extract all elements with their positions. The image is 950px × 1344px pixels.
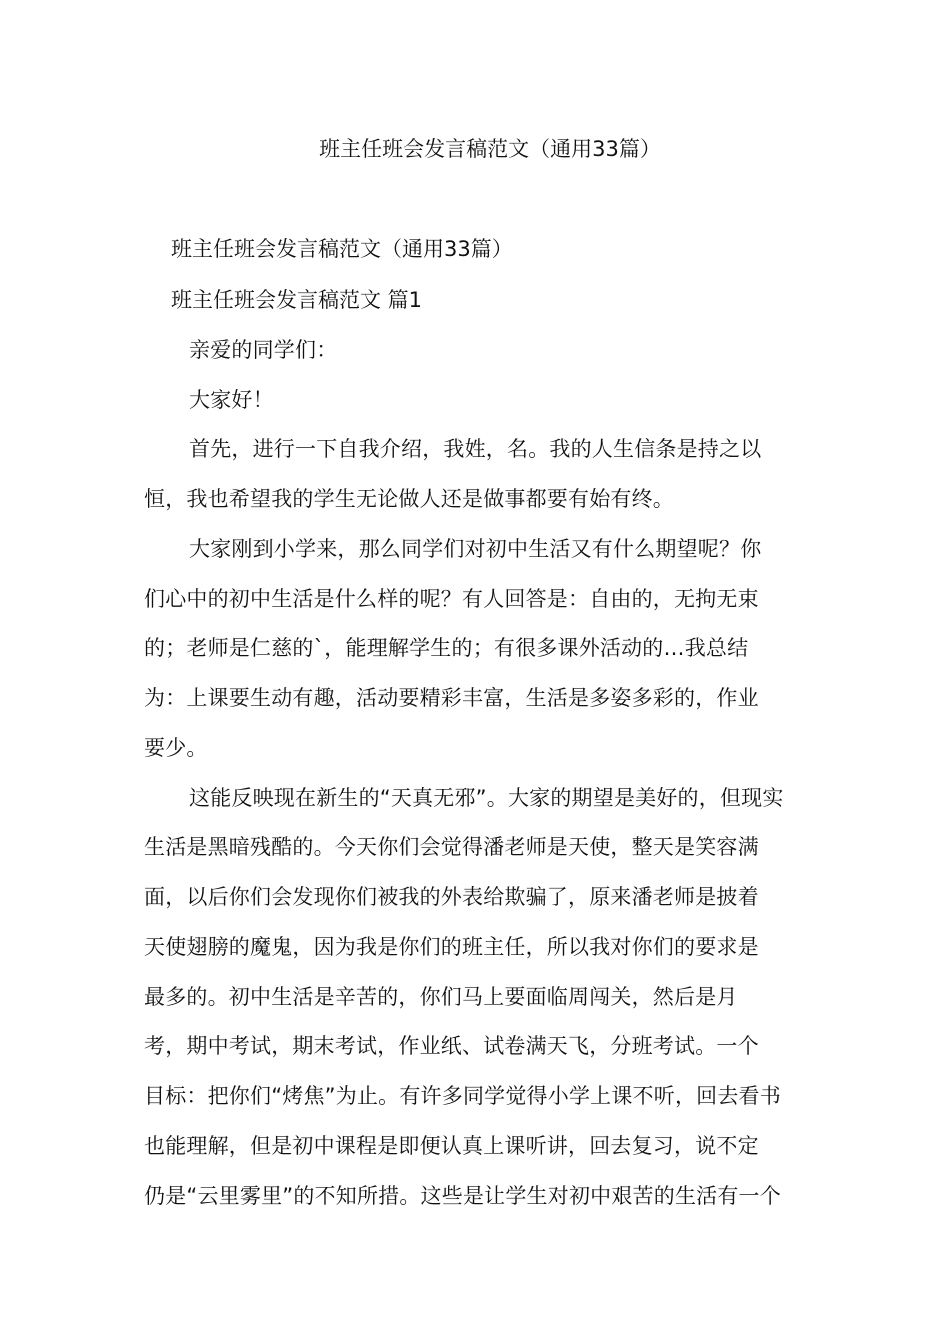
paragraph-line: 大家好！ bbox=[189, 388, 274, 412]
paragraph-line: 的；老师是仁慈的`，能理解学生的；有很多课外活动的…我总结 bbox=[144, 636, 749, 660]
section-heading: 班主任班会发言稿范文 篇1 bbox=[171, 288, 423, 312]
paragraph-line: 最多的。初中生活是辛苦的，你们马上要面临周闯关，然后是月 bbox=[144, 985, 738, 1009]
paragraph-line: 这能反映现在新生的“天真无邪”。大家的期望是美好的，但现实 bbox=[189, 786, 784, 810]
paragraph-line: 亲爱的同学们： bbox=[189, 338, 338, 362]
paragraph-line: 大家刚到小学来，那么同学们对初中生活又有什么期望呢？你 bbox=[189, 537, 762, 561]
paragraph-line: 为：上课要生动有趣，活动要精彩丰富，生活是多姿多彩的，作业 bbox=[144, 686, 759, 710]
paragraph-line: 们心中的初中生活是什么样的呢？有人回答是：自由的，无拘无束 bbox=[144, 587, 759, 611]
paragraph-line: 仍是“云里雾里”的不知所措。这些是让学生对初中艰苦的生活有一个 bbox=[144, 1184, 781, 1208]
document-heading: 班主任班会发言稿范文（通用33篇） bbox=[171, 237, 513, 261]
document-title: 班主任班会发言稿范文（通用33篇） bbox=[319, 137, 661, 161]
paragraph-line: 恒，我也希望我的学生无论做人还是做事都要有始有终。 bbox=[144, 487, 674, 511]
paragraph-line: 考，期中考试，期末考试，作业纸、试卷满天飞，分班考试。一个 bbox=[144, 1034, 759, 1058]
paragraph-line: 生活是黑暗残酷的。今天你们会觉得潘老师是天使，整天是笑容满 bbox=[144, 835, 759, 859]
paragraph-line: 目标：把你们“烤焦”为止。有许多同学觉得小学上课不听，回去看书 bbox=[144, 1084, 781, 1108]
paragraph-line: 也能理解，但是初中课程是即便认真上课听讲，回去复习，说不定 bbox=[144, 1134, 759, 1158]
paragraph-line: 首先，进行一下自我介绍，我姓，名。我的人生信条是持之以 bbox=[189, 437, 762, 461]
paragraph-line: 天使翅膀的魔鬼，因为我是你们的班主任，所以我对你们的要求是 bbox=[144, 935, 759, 959]
paragraph-line: 要少。 bbox=[144, 736, 208, 760]
paragraph-line: 面，以后你们会发现你们被我的外表给欺骗了，原来潘老师是披着 bbox=[144, 885, 759, 909]
